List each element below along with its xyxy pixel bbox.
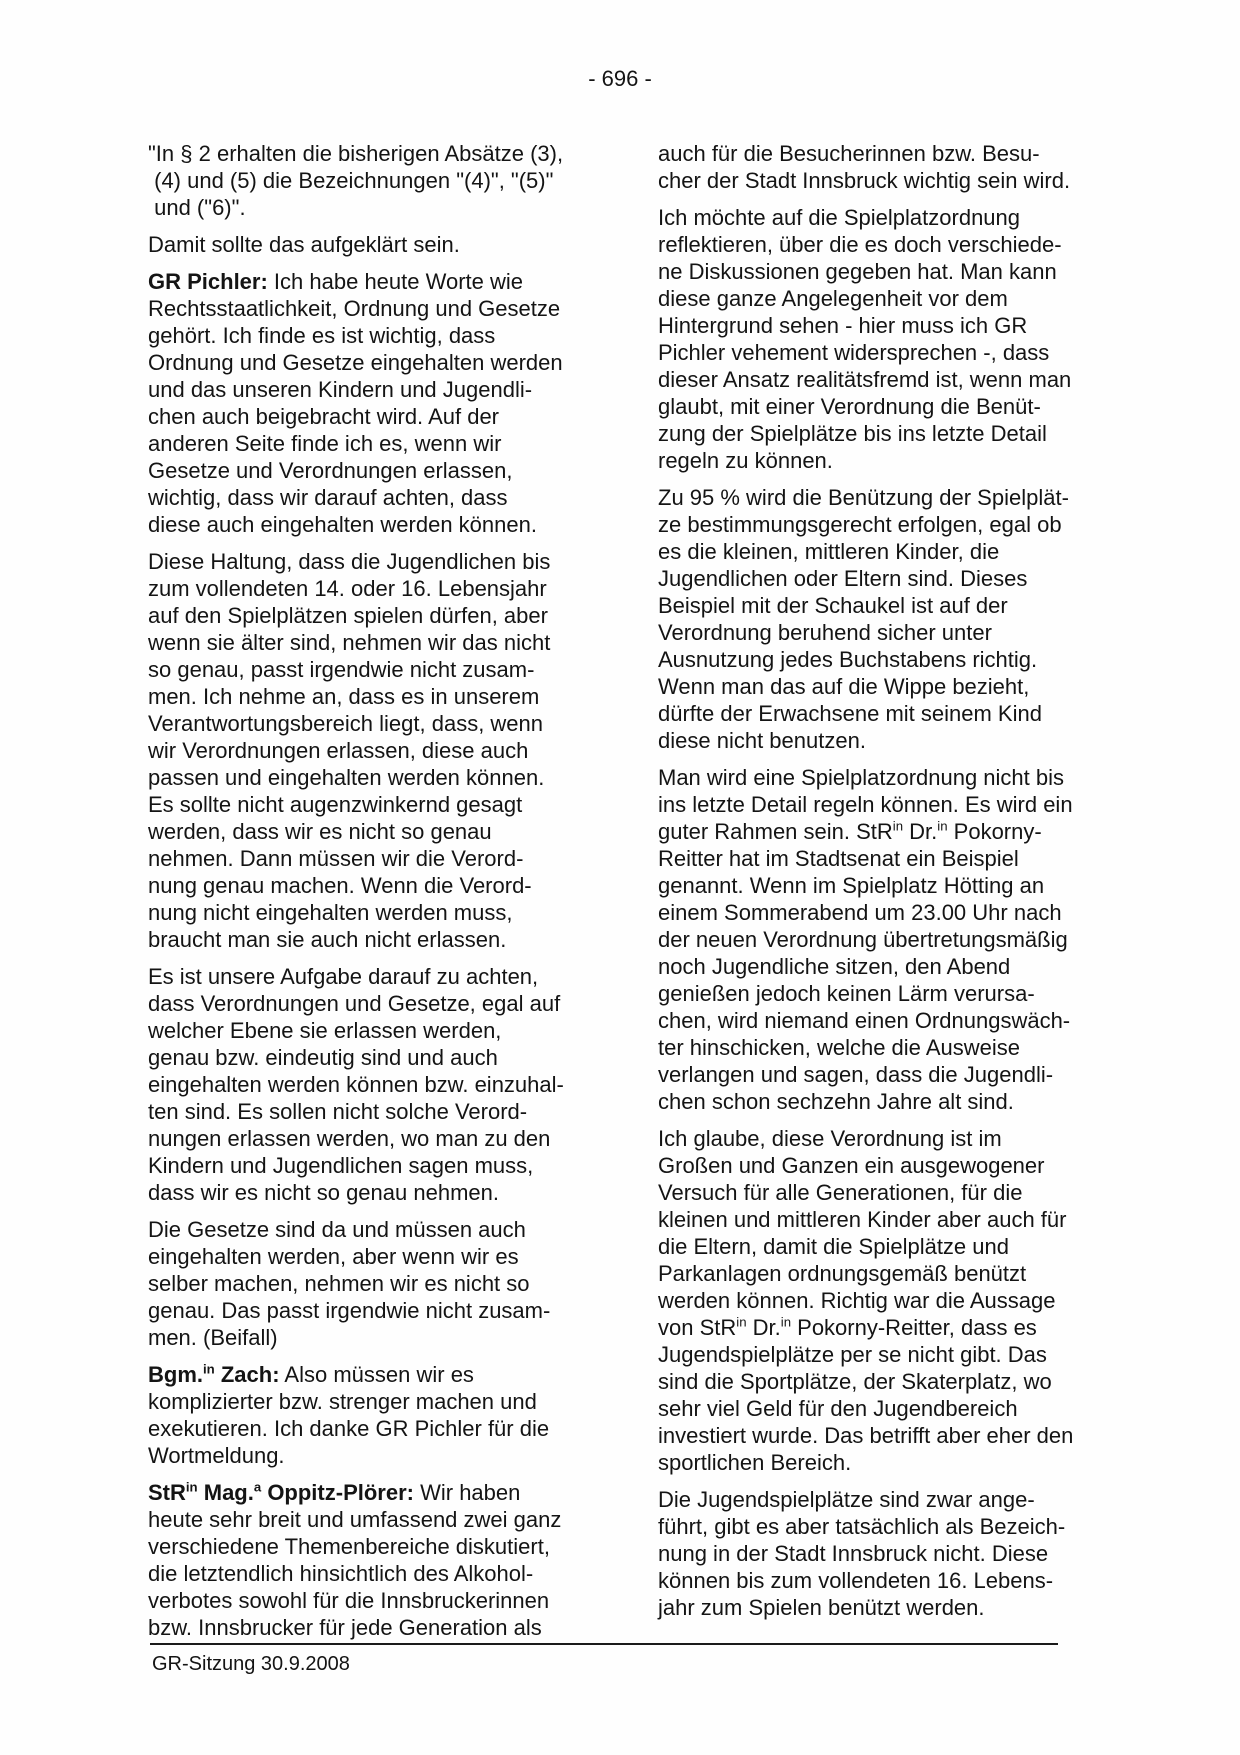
text-segment: in — [937, 818, 948, 834]
paragraph: Ich glaube, diese Verordnung ist im Großen und Ganzen ein ausgewogener Versuch für alle Generationen, für die kleinen und mittleren Kinder aber auch für die Eltern, damit die Spielplätze und Parkanlagen ordnungsgemäß benützt werden können. Richtig war die Aussage von StR$^{in}$ Dr.$^{in}$ Pokorny-Reitter, dass es Jugendspielplätze per se nicht gibt. Das sind die Sportplätze, der Skaterplatz, wo sehr viel Geld für den Jugendbereich investiert wurde. Das betrifft aber eher den sportlichen Bereich. — [658, 1126, 1074, 1475]
speaker-name-part: Oppitz-Plörer: — [261, 1480, 414, 1505]
left-column — [148, 140, 613, 1651]
paragraph: GR Pichler: Ich habe heute Worte wie Rechtsstaatlichkeit, Ordnung und Gesetze gehört. Ich finde es ist wichtig, dass Ordnung und Gesetze eingehalten werden und das unseren Kindern und Jugendli- chen auch beigebracht wird. Auf der anderen Seite finde ich es, wenn wir Gesetze und Verordnungen erlassen, wichtig, dass wir darauf achten, dass diese auch eingehalten werden können. — [148, 269, 563, 537]
text-segment: guter Rahmen sein. StR — [658, 819, 893, 844]
footer-rule — [150, 1643, 1058, 1645]
text-segment: Wir haben — [413, 1480, 521, 1505]
paragraph: Man wird eine Spielplatzordnung nicht bis ins letzte Detail regeln können. Es wird ein guter Rahmen sein. StR$^{in}$ Dr.$^{in}$ Pokorny- Reitter hat im Stadtsenat ein Beispiel genannt. Wenn im Spielplatz Hötting an einem Sommerabend um 23.00 Uhr nach der neuen Verordnung übertretungsmäßig noch Jugendliche sitzen, den Abend genießen jedoch keinen Lärm verursa- chen, wird niemand einen Ordnungswäch- ter hinschicken, welche die Ausweise verlangen und sagen, dass die Jugendli- chen schon sechzehn Jahre alt sind. — [658, 765, 1073, 1114]
text-columns — [148, 140, 1123, 1651]
paragraph: Zu 95 % wird die Benützung der Spielplät- ze bestimmungsgerecht erfolgen, egal ob es die kleinen, mittleren Kinder, die Jugendlichen oder Eltern sind. Dieses Beispiel mit der Schaukel ist auf der Verordnung beruhend sicher unter Ausnutzung jedes Buchstabens richtig. Wenn man das auf die Wippe bezieht, dürfte der Erwachsene mit seinem Kind diese nicht benutzen. — [658, 485, 1069, 753]
page-number: - 696 - — [588, 66, 652, 91]
text-segment: Also müssen wir es — [279, 1362, 474, 1387]
text-segment: in — [780, 1314, 792, 1330]
paragraph: Diese Haltung, dass die Jugendlichen bis zum vollendeten 14. oder 16. Lebensjahr auf den Spielplätzen spielen dürfen, aber wenn sie älter sind, nehmen wir das nicht so genau, passt irgendwie nicht zusam- men. Ich nehme an, dass es in unserem Verantwortungsbereich liegt, dass, wenn wir Verordnungen erlassen, diese auch passen und eingehalten werden können. Es sollte nicht augenzwinkernd gesagt werden, dass wir es nicht so genau nehmen. Dann müssen wir die Verord- nung genau machen. Wenn die Verord- nung nicht eingehalten werden muss, braucht man sie auch nicht erlassen. — [148, 549, 551, 952]
text-segment: Pokorny- — [947, 819, 1042, 844]
text-segment: in — [736, 1314, 747, 1330]
paragraph: StR$^{in}$ Mag.$^a$ Oppitz-Plörer: Wir haben heute sehr breit und umfassend zwei ganz verschiedene Themenbereiche diskutiert, die letztendlich hinsichtlich des Alkohol- verbotes sowohl für die Innsbruckerinnen bzw. Innsbrucker für jede Generation als — [148, 1479, 562, 1640]
text-segment: von StR — [658, 1315, 737, 1340]
text-segment: Dr. — [746, 1315, 781, 1340]
footer-text: GR-Sitzung 30.9.2008 — [152, 1653, 350, 1675]
speaker-name-part: StR — [148, 1480, 186, 1505]
speaker-name-part: in — [185, 1479, 198, 1495]
paragraph: "In § 2 erhalten die bisherigen Absätze (3), (4) und (5) die Bezeichnungen "(4)", "(5)" und ("6)". — [148, 141, 564, 220]
paragraph: Es ist unsere Aufgabe darauf zu achten, dass Verordnungen und Gesetze, egal auf welcher Ebene sie erlassen werden, genau bzw. eindeutig sind und auch eingehalten werden können bzw. einzuhal- ten sind. Es sollen nicht solche Verord- nungen erlassen werden, wo man zu den Kindern und Jugendlichen sagen muss, dass wir es nicht so genau nehmen. — [148, 964, 564, 1205]
speaker-name-part: GR Pichler: — [148, 269, 268, 294]
speaker-name-part: Zach: — [214, 1362, 280, 1387]
paragraph: auch für die Besucherinnen bzw. Besu- cher der Stadt Innsbruck wichtig sein wird. — [658, 141, 1071, 193]
paragraph: Damit sollte das aufgeklärt sein. — [148, 232, 460, 257]
speaker-name-part: Mag. — [197, 1480, 254, 1505]
speaker-name-part: a — [253, 1479, 262, 1495]
paragraph: Ich möchte auf die Spielplatzordnung reflektieren, über die es doch verschiede- ne Diskussionen gegeben hat. Man kann diese ganze Angelegenheit vor dem Hintergrund sehen - hier muss ich GR Pichler vehement widersprechen -, dass dieser Ansatz realitätsfremd ist, wenn man glaubt, mit einer Verordnung die Benüt- zung der Spielplätze bis ins letzte Detail regeln zu können. — [658, 205, 1072, 473]
text-segment: in — [892, 818, 904, 834]
paragraph: Bgm.$^{in}$ Zach: Also müssen wir es komplizierter bzw. strenger machen und exekutieren. Ich danke GR Pichler für die Wortmeldung. — [148, 1361, 550, 1468]
text-segment: Ich habe heute Worte wie — [267, 269, 524, 294]
speaker-name-part: in — [203, 1361, 215, 1377]
text-segment: Dr. — [903, 819, 938, 844]
text-segment: Pokorny-Reitter, dass es — [791, 1315, 1037, 1340]
right-column — [658, 140, 1123, 1631]
paragraph: Die Gesetze sind da und müssen auch eingehalten werden, aber wenn wir es selber machen, nehmen wir es nicht so genau. Das passt irgendwie nicht zusam- men. (Beifall) — [148, 1217, 551, 1350]
speaker-name-part: Bgm. — [148, 1362, 203, 1387]
paragraph: Die Jugendspielplätze sind zwar ange- führt, gibt es aber tatsächlich als Bezeich- nung in der Stadt Innsbruck nicht. Diese können bis zum vollendeten 16. Lebens- jahr zum Spielen benützt werden. — [658, 1487, 1066, 1620]
